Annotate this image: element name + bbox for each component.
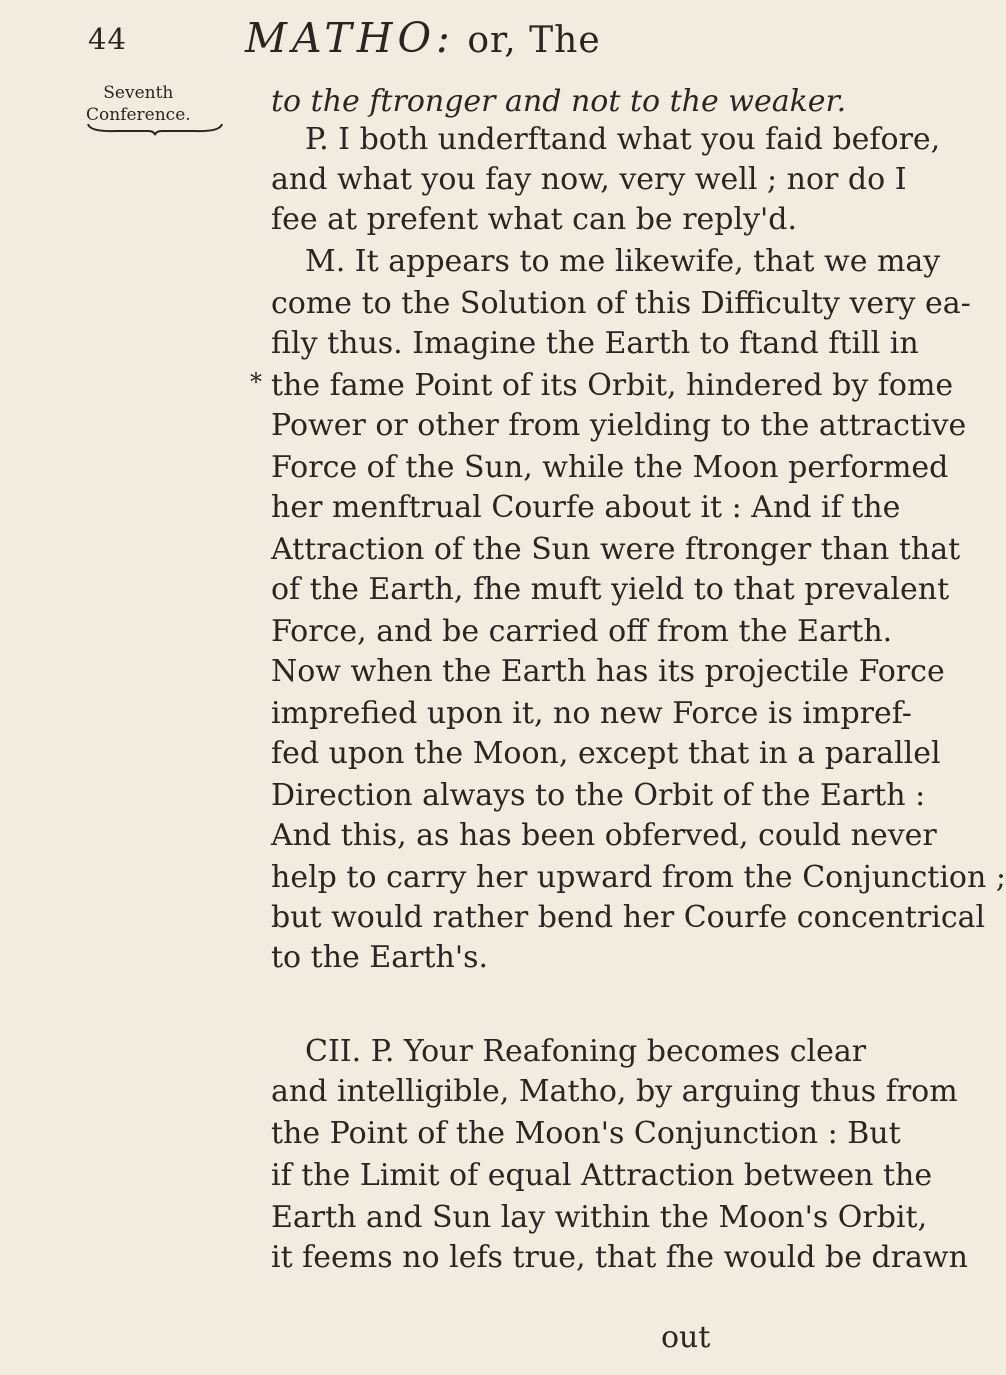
text-line: Direction always to the Orbit of the Earth :: [271, 778, 926, 813]
running-title: [245, 14, 601, 62]
text-line: Earth and Sun lay within the Moon's Orbit,: [271, 1200, 928, 1235]
page-header: [0, 14, 800, 62]
text-line: and what you fay now, very well ; nor do I: [271, 162, 907, 197]
margin-note-line-2: Conference.: [86, 105, 191, 125]
text-line: the Point of the Moon's Conjunction : But: [271, 1116, 901, 1151]
text-line: Force, and be carried off from the Earth.: [271, 614, 893, 649]
catchword: out: [661, 1320, 711, 1355]
text-line: to the Earth's.: [271, 940, 489, 975]
running-title-italic: MATHO:: [245, 14, 455, 62]
text-line: it feems no lefs true, that fhe would be drawn: [271, 1240, 968, 1275]
text-line: And this, as has been obferved, could never: [271, 818, 937, 853]
brace-icon: [86, 122, 224, 136]
text-line: of the Earth, fhe muft yield to that prevalent: [271, 572, 950, 607]
text-line: fed upon the Moon, except that in a parallel: [271, 736, 941, 771]
text-line: come to the Solution of this Difficulty very ea-: [271, 286, 971, 321]
text-line: and intelligible, Matho, by arguing thus from: [271, 1074, 958, 1109]
text-line: Force of the Sun, while the Moon performed: [271, 450, 949, 485]
text-line: to the ftronger and not to the weaker.: [271, 84, 847, 119]
text-line: Now when the Earth has its projectile Force: [271, 654, 945, 689]
text-line: but would rather bend her Courfe concentrical: [271, 900, 986, 935]
text-line: Attraction of the Sun were ftronger than that: [271, 532, 961, 567]
text-line: Power or other from yielding to the attractive: [271, 408, 967, 443]
margin-asterisk: *: [250, 368, 262, 396]
text-line: fily thus. Imagine the Earth to ftand ftill in: [271, 326, 919, 361]
margin-note: [86, 82, 191, 126]
running-title-rest: or, The: [454, 20, 601, 61]
text-line: imprefied upon it, no new Force is impref-: [271, 696, 912, 731]
text-line: P. I both underftand what you faid before,: [305, 122, 941, 157]
margin-note-line-1: Seventh: [103, 83, 174, 103]
text-line: fee at prefent what can be reply'd.: [271, 202, 798, 237]
page-number: 44: [88, 22, 127, 56]
text-line: CII. P. Your Reafoning becomes clear: [305, 1034, 867, 1069]
text-line: help to carry her upward from the Conjunction ;: [271, 860, 1006, 895]
text-line: her menftrual Courfe about it : And if the: [271, 490, 901, 525]
text-line: M. It appears to me likewife, that we may: [305, 244, 941, 279]
text-line: if the Limit of equal Attraction between the: [271, 1158, 933, 1193]
text-line: the fame Point of its Orbit, hindered by fome: [271, 368, 954, 403]
